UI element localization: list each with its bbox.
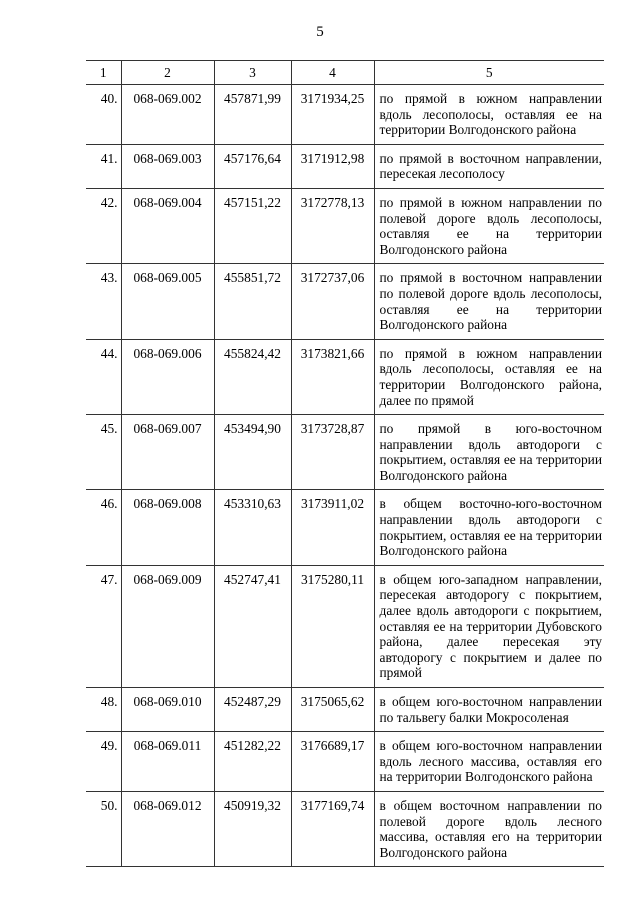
cell-x-coordinate: 450919,32 — [214, 791, 291, 866]
cell-y-coordinate: 3173821,66 — [291, 339, 374, 414]
cell-point-code: 068-069.008 — [121, 490, 214, 565]
cell-x-coordinate: 457151,22 — [214, 188, 291, 263]
cell-description: по прямой в юго-восточном направлении вдоль автодороги с покрытием, оставляя ее на территории Волгодонского района — [374, 415, 604, 490]
table-header-row — [86, 61, 604, 85]
cell-x-coordinate: 453494,90 — [214, 415, 291, 490]
cell-y-coordinate: 3171934,25 — [291, 85, 374, 145]
cell-description: в общем восточном направлении по полевой дороге вдоль лесного массива, оставляя его на территории Волгодонского района — [374, 791, 604, 866]
cell-description: в общем юго-восточном направлении вдоль лесного массива, оставляя его на территории Волгодонского района — [374, 732, 604, 792]
column-header-x-coordinate: 3 — [214, 61, 291, 85]
table-row — [86, 490, 604, 565]
cell-point-code: 068-069.002 — [121, 85, 214, 145]
cell-description: по прямой в южном направлении по полевой дороге вдоль лесополосы, оставляя ее на территории Волгодонского района — [374, 188, 604, 263]
table-row — [86, 144, 604, 188]
cell-x-coordinate: 451282,22 — [214, 732, 291, 792]
cell-number: 46. — [86, 490, 121, 565]
cell-description: по прямой в восточном направлении по полевой дороге вдоль лесополосы, оставляя ее на территории Волгодонского района — [374, 264, 604, 339]
cell-point-code: 068-069.003 — [121, 144, 214, 188]
cell-number: 42. — [86, 188, 121, 263]
table-row — [86, 732, 604, 792]
cell-y-coordinate: 3176689,17 — [291, 732, 374, 792]
cell-number: 45. — [86, 415, 121, 490]
cell-x-coordinate: 455851,72 — [214, 264, 291, 339]
boundary-points-table — [86, 60, 604, 867]
cell-x-coordinate: 455824,42 — [214, 339, 291, 414]
cell-y-coordinate: 3171912,98 — [291, 144, 374, 188]
table-row — [86, 339, 604, 414]
cell-x-coordinate: 457871,99 — [214, 85, 291, 145]
cell-number: 48. — [86, 688, 121, 732]
cell-description: в общем юго-западном направлении, пересекая автодорогу с покрытием, далее вдоль автодороги с покрытием, оставляя ее на территории Дубовского района, далее пересекая эту автодорогу с покрытием и далее по прямой — [374, 565, 604, 687]
cell-y-coordinate: 3175280,11 — [291, 565, 374, 687]
cell-number: 44. — [86, 339, 121, 414]
cell-description: по прямой в южном направлении вдоль лесополосы, оставляя ее на территории Волгодонского района — [374, 85, 604, 145]
cell-description: по прямой в восточном направлении, пересекая лесополосу — [374, 144, 604, 188]
cell-point-code: 068-069.009 — [121, 565, 214, 687]
cell-number: 41. — [86, 144, 121, 188]
cell-point-code: 068-069.005 — [121, 264, 214, 339]
table-row — [86, 565, 604, 687]
cell-y-coordinate: 3173728,87 — [291, 415, 374, 490]
cell-point-code: 068-069.004 — [121, 188, 214, 263]
cell-x-coordinate: 457176,64 — [214, 144, 291, 188]
column-header-point-code: 2 — [121, 61, 214, 85]
cell-y-coordinate: 3177169,74 — [291, 791, 374, 866]
table-row — [86, 264, 604, 339]
table-row — [86, 688, 604, 732]
cell-number: 49. — [86, 732, 121, 792]
table-row — [86, 85, 604, 145]
cell-y-coordinate: 3173911,02 — [291, 490, 374, 565]
cell-point-code: 068-069.011 — [121, 732, 214, 792]
column-header-description: 5 — [374, 61, 604, 85]
cell-x-coordinate: 452747,41 — [214, 565, 291, 687]
cell-point-code: 068-069.006 — [121, 339, 214, 414]
cell-y-coordinate: 3172778,13 — [291, 188, 374, 263]
cell-x-coordinate: 452487,29 — [214, 688, 291, 732]
cell-description: в общем юго-восточном направлении по тальвегу балки Мокросоленая — [374, 688, 604, 732]
column-header-number: 1 — [86, 61, 121, 85]
cell-description: по прямой в южном направлении вдоль лесополосы, оставляя ее на территории Волгодонского района, далее по прямой — [374, 339, 604, 414]
cell-y-coordinate: 3172737,06 — [291, 264, 374, 339]
cell-number: 40. — [86, 85, 121, 145]
cell-number: 43. — [86, 264, 121, 339]
table-row — [86, 415, 604, 490]
cell-number: 47. — [86, 565, 121, 687]
cell-point-code: 068-069.007 — [121, 415, 214, 490]
table-row — [86, 188, 604, 263]
table-row — [86, 791, 604, 866]
page-number: 5 — [316, 24, 324, 40]
cell-x-coordinate: 453310,63 — [214, 490, 291, 565]
cell-number: 50. — [86, 791, 121, 866]
column-header-y-coordinate: 4 — [291, 61, 374, 85]
cell-point-code: 068-069.010 — [121, 688, 214, 732]
cell-y-coordinate: 3175065,62 — [291, 688, 374, 732]
cell-description: в общем восточно-юго-восточном направлении вдоль автодороги с покрытием, оставляя ее на территории Волгодонского района — [374, 490, 604, 565]
cell-point-code: 068-069.012 — [121, 791, 214, 866]
